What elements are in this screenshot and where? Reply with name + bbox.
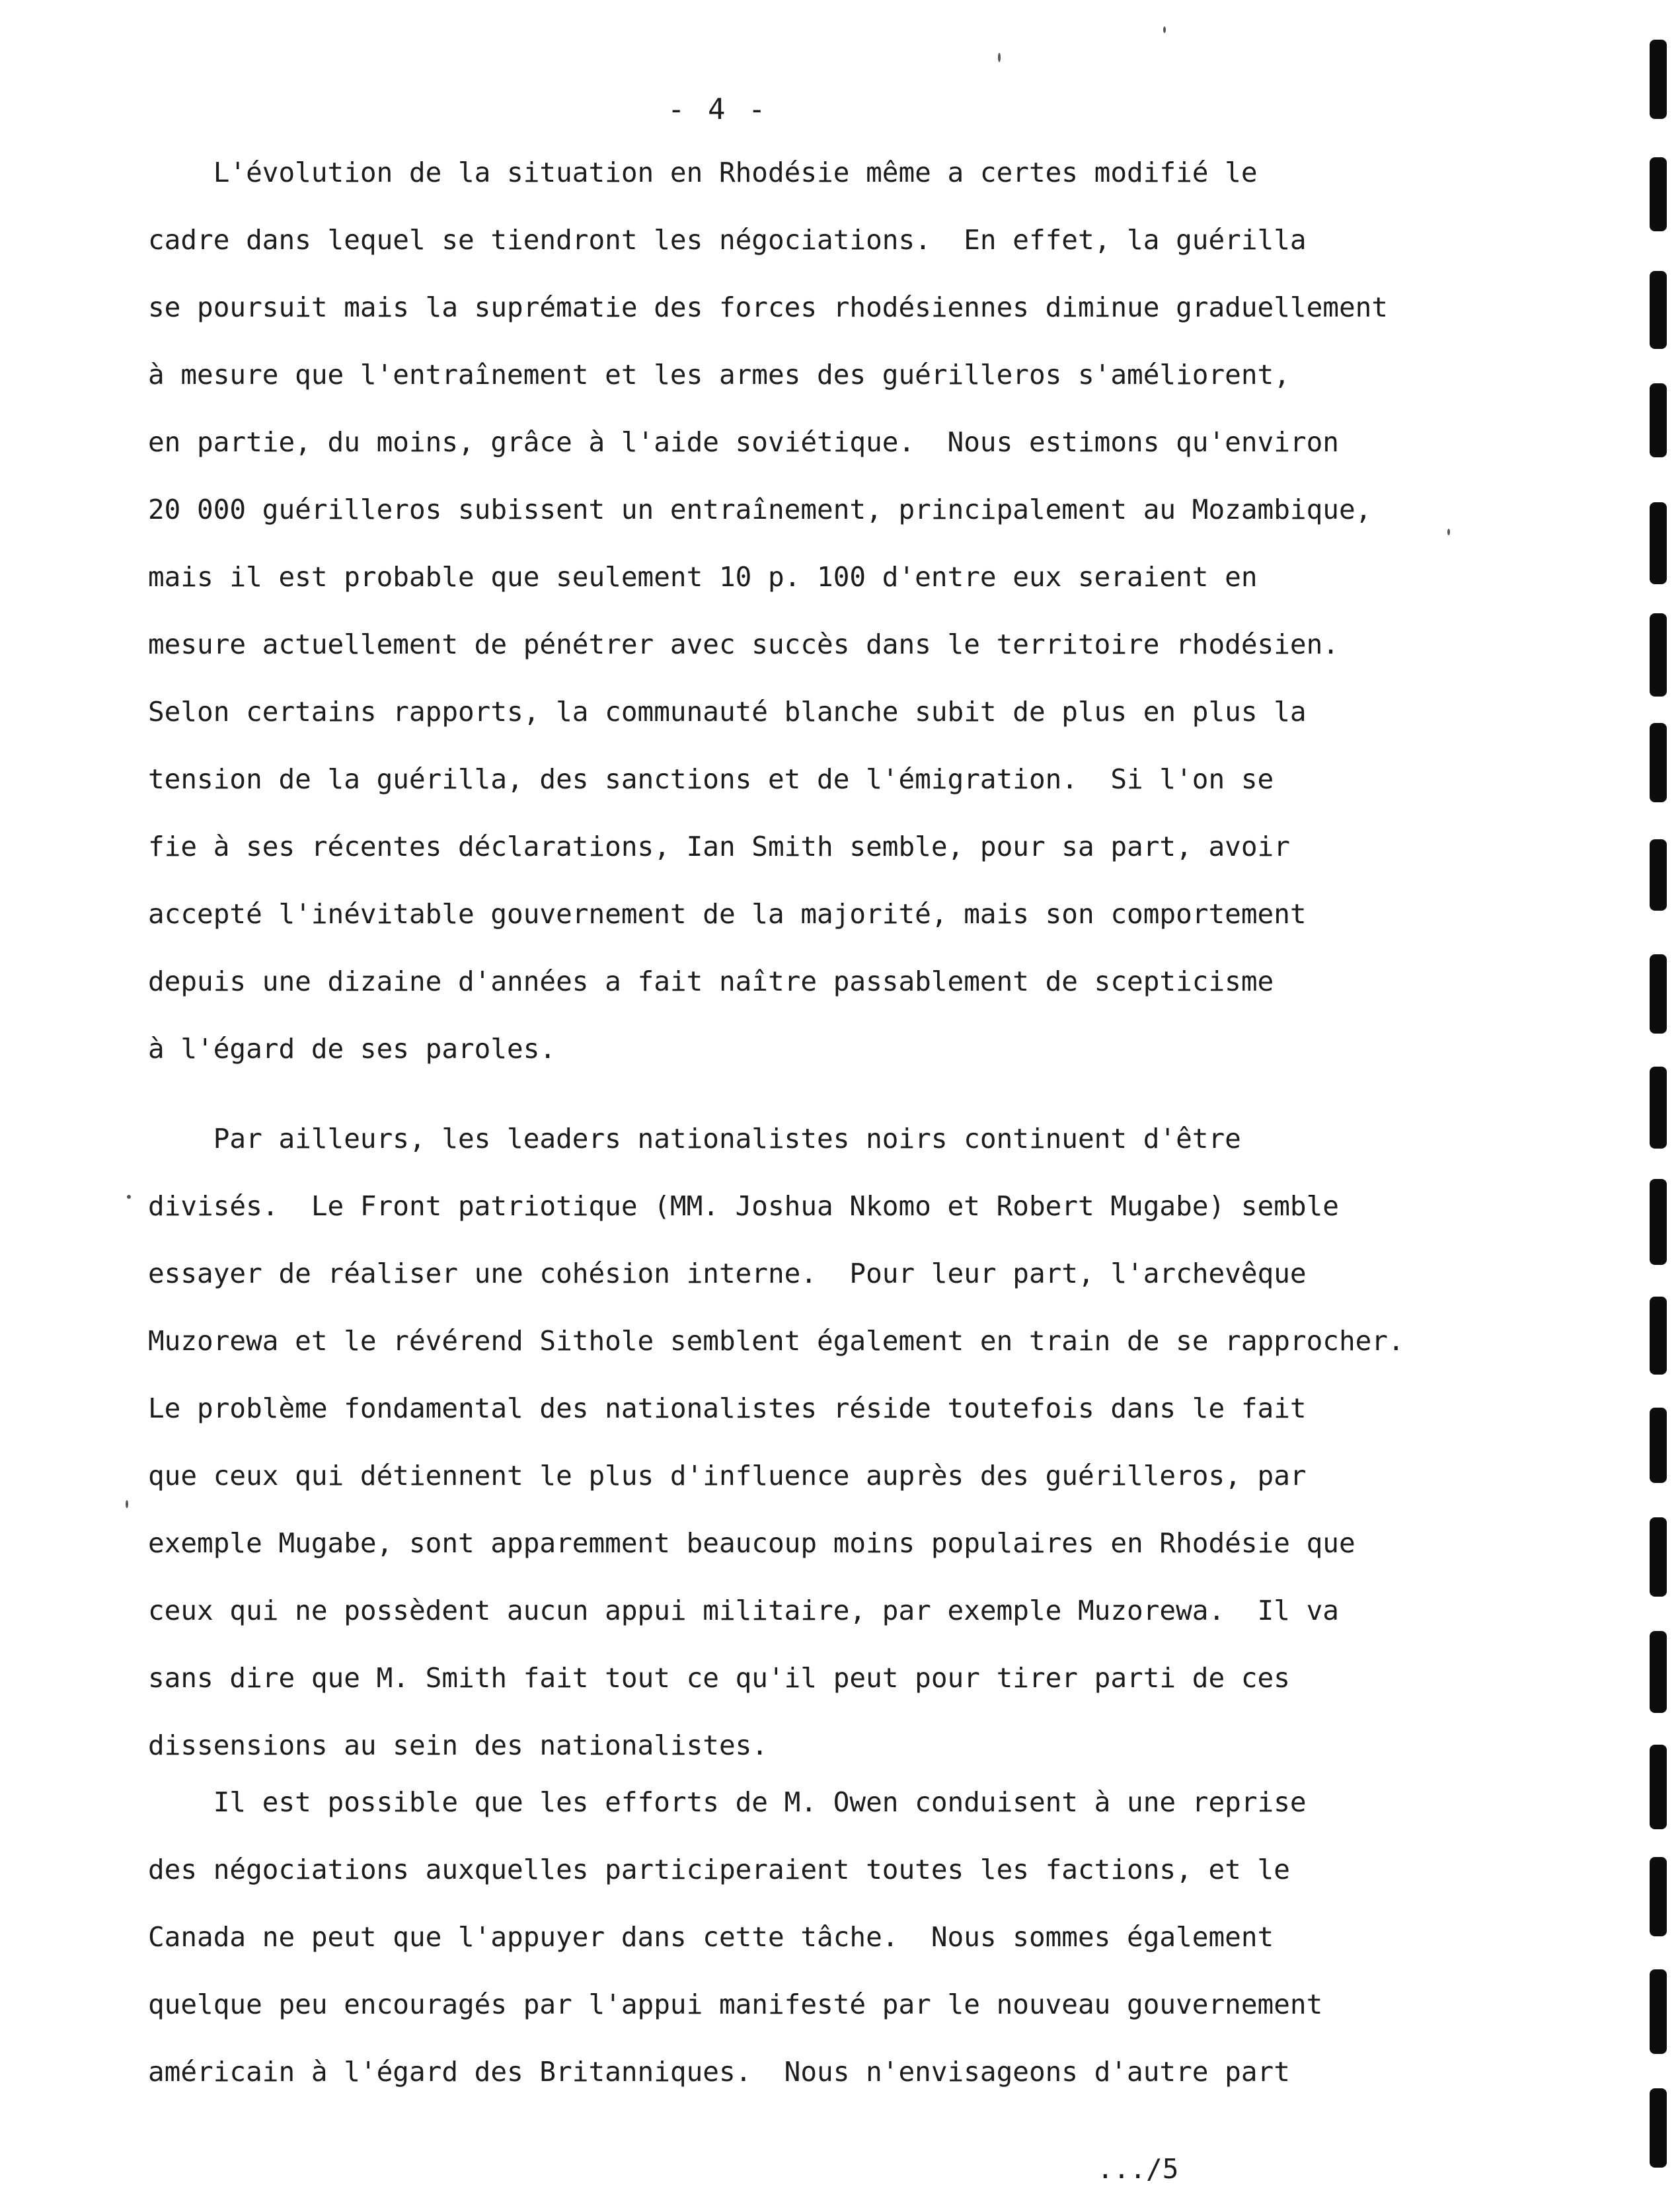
margin-bar [1650, 613, 1667, 697]
text-line: à mesure que l'entraînement et les armes des guérilleros s'améliorent, [148, 359, 1290, 391]
text-line: Il est possible que les efforts de M. Owen conduisent à une reprise [148, 1786, 1307, 1818]
margin-bar [1650, 1179, 1667, 1265]
text-line: Muzorewa et le révérend Sithole semblent également en train de se rapprocher. [148, 1325, 1404, 1357]
margin-bar [1650, 157, 1667, 231]
margin-bar [1650, 954, 1667, 1034]
margin-bar [1650, 2088, 1667, 2168]
margin-bar [1650, 1857, 1667, 1936]
margin-bar [1650, 1745, 1667, 1829]
margin-bar [1650, 1408, 1667, 1483]
paragraph-1 [148, 139, 1470, 1082]
text-line: accepté l'inévitable gouvernement de la majorité, mais son comportement [148, 898, 1307, 930]
scan-speck [1447, 529, 1450, 535]
margin-bar [1650, 383, 1667, 457]
text-line: exemple Mugabe, sont apparemment beaucoup moins populaires en Rhodésie que [148, 1527, 1355, 1559]
paragraph-2 [148, 1105, 1470, 1779]
text-line: Par ailleurs, les leaders nationalistes noirs continuent d'être [148, 1123, 1241, 1155]
margin-bar [1650, 723, 1667, 802]
scan-speck [126, 1500, 128, 1508]
margin-bar [1650, 40, 1667, 119]
continuation-marker: .../5 [1097, 2153, 1179, 2185]
margin-bar [1650, 1067, 1667, 1149]
text-line: en partie, du moins, grâce à l'aide soviétique. Nous estimons qu'environ [148, 426, 1339, 458]
text-line: dissensions au sein des nationalistes. [148, 1729, 768, 1761]
scan-speck [127, 1195, 131, 1199]
text-line: mesure actuellement de pénétrer avec succès dans le territoire rhodésien. [148, 628, 1339, 660]
text-line: essayer de réaliser une cohésion interne. Pour leur part, l'archevêque [148, 1258, 1307, 1289]
text-line: ceux qui ne possèdent aucun appui militaire, par exemple Muzorewa. Il va [148, 1595, 1339, 1626]
text-line: se poursuit mais la suprématie des forces rhodésiennes diminue graduellement [148, 291, 1388, 323]
text-line: que ceux qui détiennent le plus d'influence auprès des guérilleros, par [148, 1460, 1307, 1492]
margin-bar [1650, 839, 1667, 911]
text-line: des négociations auxquelles participeraient toutes les factions, et le [148, 1854, 1290, 1885]
text-line: à l'égard de ses paroles. [148, 1033, 556, 1065]
text-line: Canada ne peut que l'appuyer dans cette tâche. Nous sommes également [148, 1921, 1274, 1953]
page-number: - 4 - [668, 93, 769, 126]
text-line: depuis une dizaine d'années a fait naître passablement de scepticisme [148, 966, 1274, 997]
margin-bar [1650, 1969, 1667, 2054]
text-line: L'évolution de la situation en Rhodésie même a certes modifié le [148, 157, 1258, 188]
text-line: tension de la guérilla, des sanctions et de l'émigration. Si l'on se [148, 763, 1274, 795]
margin-bar [1650, 502, 1667, 584]
margin-bar [1650, 1517, 1667, 1597]
scan-margin-bars [1640, 0, 1680, 2200]
text-line: mais il est probable que seulement 10 p. 100 d'entre eux seraient en [148, 561, 1258, 593]
margin-bar [1650, 271, 1667, 349]
margin-bar [1650, 1297, 1667, 1375]
text-line: Selon certains rapports, la communauté blanche subit de plus en plus la [148, 696, 1307, 728]
text-line: 20 000 guérilleros subissent un entraînement, principalement au Mozambique, [148, 494, 1372, 525]
scan-speck [998, 53, 1001, 62]
scan-speck [1163, 26, 1166, 33]
text-line: fie à ses récentes déclarations, Ian Smith semble, pour sa part, avoir [148, 831, 1290, 862]
text-line: américain à l'égard des Britanniques. Nous n'envisageons d'autre part [148, 2056, 1290, 2088]
paragraph-3 [148, 1768, 1470, 2105]
text-line: sans dire que M. Smith fait tout ce qu'il peut pour tirer parti de ces [148, 1662, 1290, 1694]
text-line: quelque peu encouragés par l'appui manifesté par le nouveau gouvernement [148, 1989, 1323, 2020]
text-line: divisés. Le Front patriotique (MM. Joshua Nkomo et Robert Mugabe) semble [148, 1190, 1339, 1222]
margin-bar [1650, 1631, 1667, 1713]
text-line: Le problème fondamental des nationalistes réside toutefois dans le fait [148, 1392, 1307, 1424]
text-line: cadre dans lequel se tiendront les négociations. En effet, la guérilla [148, 224, 1307, 256]
